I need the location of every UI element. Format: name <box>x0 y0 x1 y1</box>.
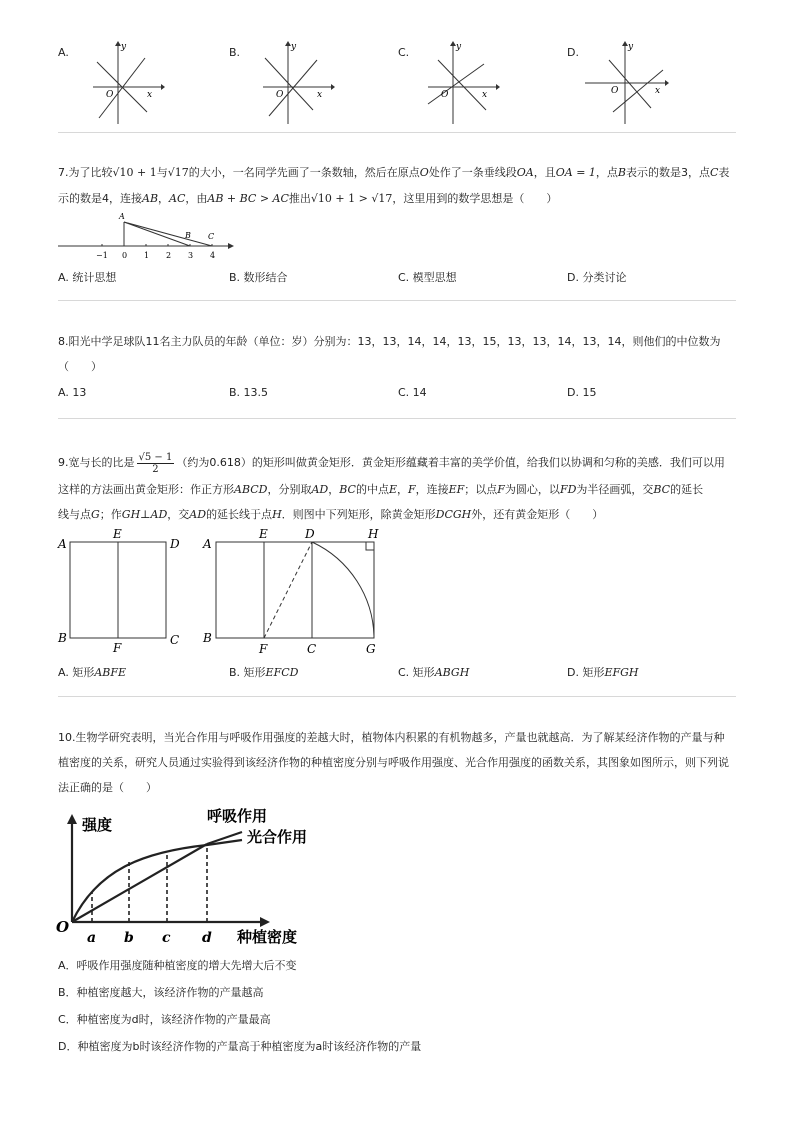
q9-r-D: D <box>305 527 315 541</box>
q6-option-a-graph <box>85 40 165 126</box>
q9-option-c[interactable]: C. 矩形ABGH <box>398 666 470 679</box>
q9-r-B: B <box>203 631 212 645</box>
q10-line-1: 10.生物学研究表明，当光合作用与呼吸作用强度的差越大时，植物体内积累的有机物越多，产量也就越高．为了解某经济作物的产量与种 <box>58 731 725 744</box>
q7-line-2: 示的数是4，连接AB，AC，由AB + BC > AC推出√10 + 1 > √17，这里用到的数学思想是（ ） <box>58 192 558 205</box>
q6-option-b-label[interactable]: B. <box>229 46 241 59</box>
q9-l-C: C <box>170 633 180 647</box>
q9-line-1: 9.宽与长的比是 $\frac{√5 - 1}{2}$ （约为0.618）的矩形叫做黄金矩形．黄金矩形蕴藏着丰富的美学价值，给我们以协调和匀称的美感．我们可以用 <box>58 451 725 475</box>
q9-r-C: C <box>307 642 317 654</box>
q9-r-A: A <box>203 537 212 551</box>
q8-line-1: 8.阳光中学足球队11名主力队员的年龄（单位：岁）分别为：13，13，14，14，13，15，13，13，14，13，14，则他们的中位数为 <box>58 335 721 348</box>
q7-tick-1: 1 <box>144 251 150 260</box>
q7-tick-0: 0 <box>122 251 128 260</box>
q9-option-b[interactable]: B. 矩形EFCD <box>229 666 299 679</box>
q9-line-3: 线与点G；作GH⊥AD，交AD的延长线于点H．则图中下列矩形，除黄金矩形DCGH外，还有黄金矩形（ ） <box>58 508 604 521</box>
q6-a-o: O <box>106 90 114 100</box>
q9-r-E: E <box>259 527 268 541</box>
q9-r-G: G <box>366 642 376 654</box>
q7-number-line-figure <box>58 208 238 264</box>
q6-c-x: x <box>482 90 488 100</box>
q9-r-H: H <box>368 527 379 541</box>
q7-tick-2: 2 <box>166 251 172 260</box>
q6-a-x: x <box>147 90 153 100</box>
q7-option-d[interactable]: D. 分类讨论 <box>567 271 627 284</box>
q9-square-figure <box>56 526 186 654</box>
q10-option-a[interactable]: A．呼吸作用强度随种植密度的增大先增大后不变 <box>58 959 297 972</box>
separator <box>58 300 736 301</box>
q9-fraction: $\frac{√5 - 1}{2}$ <box>138 451 173 475</box>
q8-line-2: （ ） <box>58 360 102 373</box>
q10-line-2: 植密度的关系，研究人员通过实验得到该经济作物的种植密度分别与呼吸作用强度、光合作用强度的函数关系，其图象如图所示，则下列说 <box>58 756 729 769</box>
q9-l-D: D <box>170 537 180 551</box>
q6-b-o: O <box>276 90 284 100</box>
q6-option-d-graph <box>583 40 673 126</box>
q10-tick-a: a <box>87 930 97 946</box>
q7-option-b[interactable]: B. 数形结合 <box>229 271 288 284</box>
q6-c-y: y <box>456 42 462 52</box>
q7-option-c[interactable]: C. 模型思想 <box>398 271 457 284</box>
q6-d-o: O <box>611 86 619 96</box>
q9-l-B: B <box>58 631 67 645</box>
q9-l-A: A <box>58 537 67 551</box>
q8-option-b[interactable]: B. 13.5 <box>229 386 269 399</box>
q9-line-2: 这样的方法画出黄金矩形：作正方形ABCD，分别取AD，BC的中点E，F，连接EF；以点F为圆心，以FD为半径画弧，交BC的延长 <box>58 483 704 496</box>
q6-d-y: y <box>628 42 634 52</box>
q6-option-c-graph <box>420 40 500 126</box>
q6-a-y: y <box>121 42 127 52</box>
q10-tick-d: d <box>202 930 212 946</box>
q9-option-a[interactable]: A. 矩形ABFE <box>58 666 127 679</box>
q7-point-a: A <box>119 212 125 221</box>
q10-y-label: 强度 <box>82 816 113 834</box>
q10-option-c[interactable]: C．种植密度为d时，该经济作物的产量最高 <box>58 1013 271 1026</box>
q6-d-x: x <box>655 86 661 96</box>
q7-line-1: 7.为了比较√10 + 1与√17的大小，一名同学先画了一条数轴，然后在原点O处作了一条垂线段OA，且OA = 1，点B表示的数是3，点C表 <box>58 166 730 179</box>
q7-tick-4: 4 <box>210 251 216 260</box>
q6-b-x: x <box>317 90 323 100</box>
q10-option-d[interactable]: D．种植密度为b时该经济作物的产量高于种植密度为a时该经济作物的产量 <box>58 1040 422 1053</box>
q7-point-c: C <box>208 232 215 241</box>
q10-curve-photosynthesis: 光合作用 <box>247 828 308 846</box>
q8-option-a[interactable]: A. 13 <box>58 386 87 399</box>
q6-option-a-label[interactable]: A. <box>58 46 69 59</box>
q6-option-d-label[interactable]: D. <box>567 46 579 59</box>
q9-r-F: F <box>259 642 268 654</box>
q10-curve-respiration: 呼吸作用 <box>207 807 268 825</box>
q10-x-label: 种植密度 <box>237 928 298 946</box>
q9-l-E: E <box>113 527 122 541</box>
q10-function-graph <box>52 800 322 950</box>
q6-option-b-graph <box>255 40 335 126</box>
q7-tick-3: 3 <box>188 251 194 260</box>
q8-option-d[interactable]: D. 15 <box>567 386 597 399</box>
q10-tick-c: c <box>162 930 171 946</box>
q9-golden-rect-figure <box>200 526 390 654</box>
q10-line-3: 法正确的是（ ） <box>58 781 157 794</box>
q9-l-F: F <box>113 641 122 654</box>
q8-option-c[interactable]: C. 14 <box>398 386 427 399</box>
q7-point-b: B <box>185 231 191 240</box>
separator <box>58 418 736 419</box>
q6-b-y: y <box>291 42 297 52</box>
q10-origin: O <box>56 918 70 936</box>
q10-tick-b: b <box>124 930 134 946</box>
q6-c-o: O <box>441 90 449 100</box>
separator <box>58 696 736 697</box>
separator <box>58 132 736 133</box>
q7-option-a[interactable]: A. 统计思想 <box>58 271 117 284</box>
q7-tick-neg1: −1 <box>96 251 108 260</box>
q10-option-b[interactable]: B．种植密度越大，该经济作物的产量越高 <box>58 986 264 999</box>
q6-option-c-label[interactable]: C. <box>398 46 410 59</box>
q9-option-d[interactable]: D. 矩形EFGH <box>567 666 639 679</box>
